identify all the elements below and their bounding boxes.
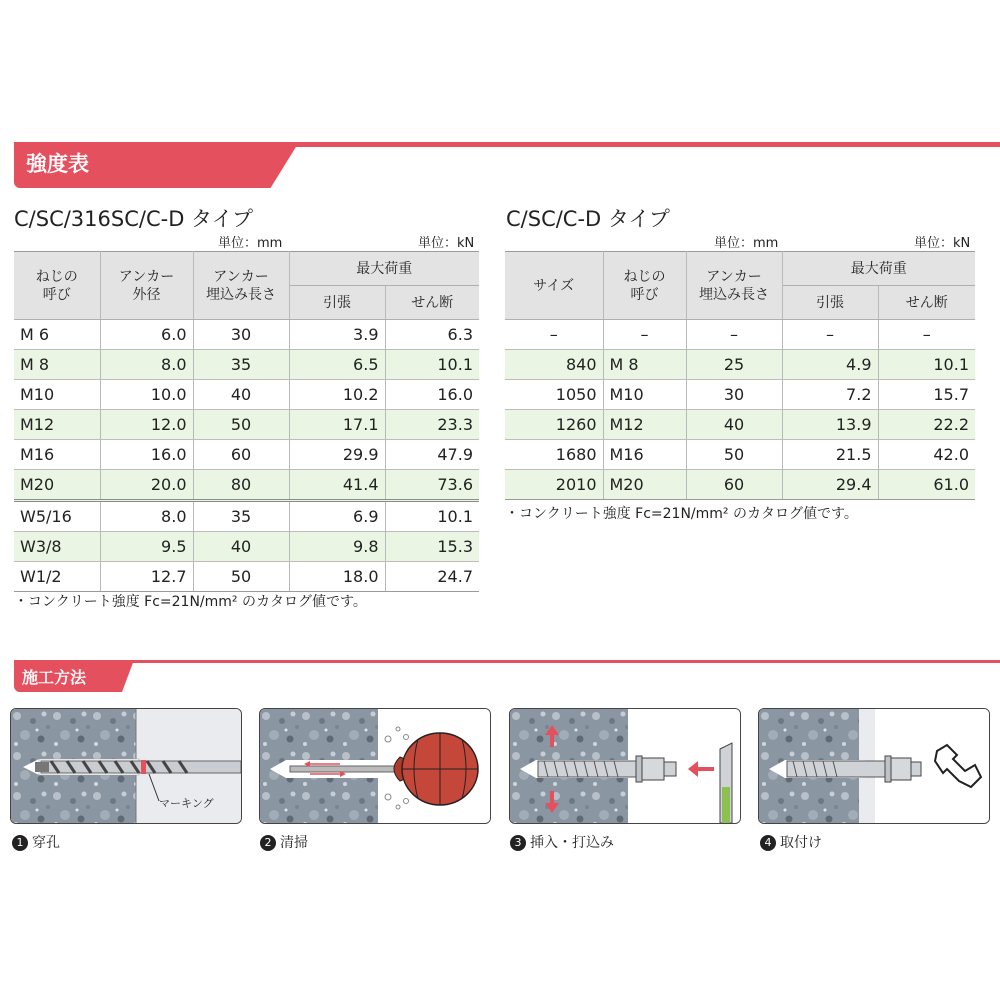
table-cell-name: M12: [603, 410, 686, 440]
step-4: 4 取付け: [760, 832, 822, 852]
step-3: 3 挿入・打込み: [510, 832, 614, 852]
table-cell-shear: 61.0: [878, 470, 975, 500]
table-row: [14, 350, 479, 380]
table-cell-embed: 40: [193, 532, 289, 562]
table-cell-tension: 17.1: [289, 410, 385, 440]
step-1: 1 穿孔: [12, 832, 60, 852]
table-cell-size: 1260: [505, 410, 603, 440]
table-cell-tension: 6.9: [289, 501, 385, 532]
table-row: [505, 410, 975, 440]
table-cell-name: M20: [14, 470, 100, 501]
table2-unit-kn: 単位：kN: [914, 236, 971, 251]
table-row: [14, 380, 479, 410]
col-header-thread: ねじの 呼び: [14, 252, 100, 320]
table-cell-embed: 30: [193, 320, 289, 350]
table-cell-dia: 8.0: [100, 350, 193, 380]
table-cell-name: W5/16: [14, 501, 100, 532]
table-cell-tension: 13.9: [782, 410, 878, 440]
table-cell-size: 2010: [505, 470, 603, 500]
table-cell-dia: 10.0: [100, 380, 193, 410]
table-row: [14, 501, 479, 532]
col-header-max-load: 最大荷重: [782, 252, 975, 286]
table-cell-embed: 30: [686, 380, 782, 410]
strength-section-header: [14, 142, 1000, 188]
table2: [505, 251, 975, 500]
table-row: [14, 532, 479, 562]
table-cell-shear: 47.9: [385, 440, 479, 470]
table-cell-size: 1680: [505, 440, 603, 470]
table1-unit-kn: 単位：kN: [418, 236, 475, 251]
table-cell-embed: 35: [193, 501, 289, 532]
table-cell-shear: –: [878, 320, 975, 350]
table-cell-name: W1/2: [14, 562, 100, 592]
table-cell-name: M10: [603, 380, 686, 410]
table-cell-tension: 3.9: [289, 320, 385, 350]
section-title: 施工方法: [22, 668, 87, 687]
table-cell-embed: 60: [686, 470, 782, 500]
table-cell-shear: 22.2: [878, 410, 975, 440]
table-cell-dia: 12.7: [100, 562, 193, 592]
table-row: [505, 440, 975, 470]
table-cell-name: M16: [603, 440, 686, 470]
table-cell-shear: 24.7: [385, 562, 479, 592]
table-cell-size: 1050: [505, 380, 603, 410]
table-cell-tension: 4.9: [782, 350, 878, 380]
table-cell-embed: 50: [193, 562, 289, 592]
table-cell-name: M 6: [14, 320, 100, 350]
table-cell-embed: 80: [193, 470, 289, 501]
table-cell-name: M20: [603, 470, 686, 500]
table-cell-name: M 8: [14, 350, 100, 380]
table-cell-embed: 50: [686, 440, 782, 470]
table-cell-shear: 10.1: [385, 501, 479, 532]
mounting-illustration: [759, 709, 989, 823]
table-row: [505, 350, 975, 380]
col-header-shear: せん断: [385, 286, 479, 320]
table-row: [505, 380, 975, 410]
table-cell-tension: 21.5: [782, 440, 878, 470]
table-cell-embed: 35: [193, 350, 289, 380]
table-cell-shear: 15.3: [385, 532, 479, 562]
step4-illustration: [758, 708, 990, 824]
table-cell-shear: 23.3: [385, 410, 479, 440]
table-cell-tension: 9.8: [289, 532, 385, 562]
table1-note: ・コンクリート強度 Fc=21N/mm² のカタログ値です。: [14, 594, 367, 610]
table-cell-embed: 50: [193, 410, 289, 440]
table-cell-dia: 16.0: [100, 440, 193, 470]
col-header-embed: アンカー 埋込み長さ: [686, 252, 782, 320]
table-cell-name: M12: [14, 410, 100, 440]
table-cell-size: 840: [505, 350, 603, 380]
table-cell-tension: –: [782, 320, 878, 350]
table-row: [14, 470, 479, 501]
table2-note: ・コンクリート強度 Fc=21N/mm² のカタログ値です。: [505, 506, 858, 522]
table-cell-tension: 7.2: [782, 380, 878, 410]
drilling-illustration: [11, 709, 241, 823]
table-cell-embed: 60: [193, 440, 289, 470]
table-cell-size: –: [505, 320, 603, 350]
col-header-diameter: アンカー 外径: [100, 252, 193, 320]
table-cell-tension: 18.0: [289, 562, 385, 592]
table-cell-embed: 25: [686, 350, 782, 380]
table-cell-embed: 40: [193, 380, 289, 410]
table1-heading: C/SC/316SC/C-D タイプ: [14, 207, 253, 231]
table-cell-embed: 40: [686, 410, 782, 440]
table-cell-name: M16: [14, 440, 100, 470]
table-cell-tension: 41.4: [289, 470, 385, 501]
table-cell-tension: 29.9: [289, 440, 385, 470]
table-cell-embed: –: [686, 320, 782, 350]
col-header-thread: ねじの 呼び: [603, 252, 686, 320]
col-header-max-load: 最大荷重: [289, 252, 479, 286]
col-header-size: サイズ: [505, 252, 603, 320]
table-cell-tension: 10.2: [289, 380, 385, 410]
table2-unit-mm: 単位：mm: [714, 236, 779, 251]
table-cell-dia: 8.0: [100, 501, 193, 532]
section-title: 強度表: [26, 152, 89, 176]
step3-illustration: [509, 708, 741, 824]
table-row: [505, 470, 975, 500]
marking-label: マーキング: [159, 797, 214, 810]
table-cell-dia: 20.0: [100, 470, 193, 501]
table-row: [14, 410, 479, 440]
table-cell-shear: 16.0: [385, 380, 479, 410]
table-row: [14, 440, 479, 470]
table-cell-dia: 9.5: [100, 532, 193, 562]
step-2: 2 清掃: [260, 832, 308, 852]
table-row: [505, 320, 975, 350]
table-cell-shear: 10.1: [878, 350, 975, 380]
table-cell-tension: 6.5: [289, 350, 385, 380]
table-row: [14, 562, 479, 592]
table-cell-shear: 73.6: [385, 470, 479, 501]
table-cell-shear: 6.3: [385, 320, 479, 350]
cleaning-illustration: [260, 709, 490, 823]
table-cell-name: W3/8: [14, 532, 100, 562]
method-section-header: [14, 660, 1000, 692]
table-cell-name: M 8: [603, 350, 686, 380]
col-header-shear: せん断: [878, 286, 975, 320]
table-cell-dia: 12.0: [100, 410, 193, 440]
table-cell-tension: 29.4: [782, 470, 878, 500]
col-header-tension: 引張: [289, 286, 385, 320]
table-cell-name: –: [603, 320, 686, 350]
table1: [14, 251, 479, 592]
col-header-embed: アンカー 埋込み長さ: [193, 252, 289, 320]
table-cell-shear: 42.0: [878, 440, 975, 470]
table-row: [14, 320, 479, 350]
table-cell-dia: 6.0: [100, 320, 193, 350]
table-cell-name: M10: [14, 380, 100, 410]
insertion-illustration: [510, 709, 740, 823]
step1-illustration: [10, 708, 242, 824]
table-cell-shear: 15.7: [878, 380, 975, 410]
col-header-tension: 引張: [782, 286, 878, 320]
table1-unit-mm: 単位：mm: [218, 236, 283, 251]
table2-heading: C/SC/C-D タイプ: [506, 207, 670, 231]
table-cell-shear: 10.1: [385, 350, 479, 380]
step2-illustration: [259, 708, 491, 824]
